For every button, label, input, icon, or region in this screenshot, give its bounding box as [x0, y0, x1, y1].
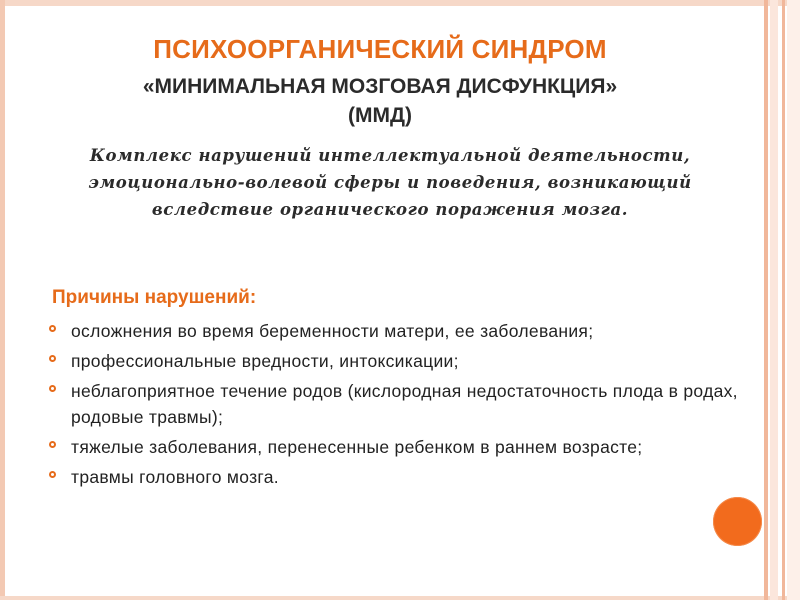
left-border-stripe [0, 0, 5, 600]
list-item-text: профессиональные вредности, интоксикации; [71, 351, 459, 371]
list-item [44, 348, 744, 374]
list-item [44, 318, 744, 344]
list-item-text: осложнения во время беременности матери, ее заболевания; [71, 321, 594, 341]
list-item-text: травмы головного мозга. [71, 467, 279, 487]
slide-subtitle [30, 72, 730, 130]
top-border-stripe [0, 0, 800, 6]
definition-text: Комплекс нарушений интеллектуальной деятельности, эмоционально-волевой сферы и поведения, возникающий вследствие органического поражения мозга. [88, 146, 692, 219]
bullet-circle-icon [49, 441, 56, 448]
subtitle-abbreviation: (ММД) [348, 104, 412, 127]
right-decor-stripe [782, 0, 785, 600]
list-item-text: тяжелые заболевания, перенесенные ребенком в раннем возрасте; [71, 437, 643, 457]
list-item [44, 378, 744, 430]
list-item-text: неблагоприятное течение родов (кислородная недостаточность плода в родах, родовые травмы); [71, 381, 738, 427]
bullet-circle-icon [49, 355, 56, 362]
subtitle-line: «МИНИМАЛЬНАЯ МОЗГОВАЯ ДИСФУНКЦИЯ» [142, 75, 618, 98]
list-item [44, 434, 744, 460]
decorative-circle [713, 497, 762, 546]
causes-list [44, 318, 744, 494]
bottom-border-stripe [0, 596, 800, 600]
list-item [44, 464, 744, 490]
causes-heading: Причины нарушений: [52, 287, 257, 308]
slide-title: ПСИХООРГАНИЧЕСКИЙ СИНДРОМ [153, 34, 607, 64]
bullet-circle-icon [49, 471, 56, 478]
right-decor-stripe [787, 0, 800, 600]
bullet-circle-icon [49, 385, 56, 392]
right-decor-stripe [764, 0, 768, 600]
bullet-circle-icon [49, 325, 56, 332]
right-decor-stripe [770, 0, 778, 600]
